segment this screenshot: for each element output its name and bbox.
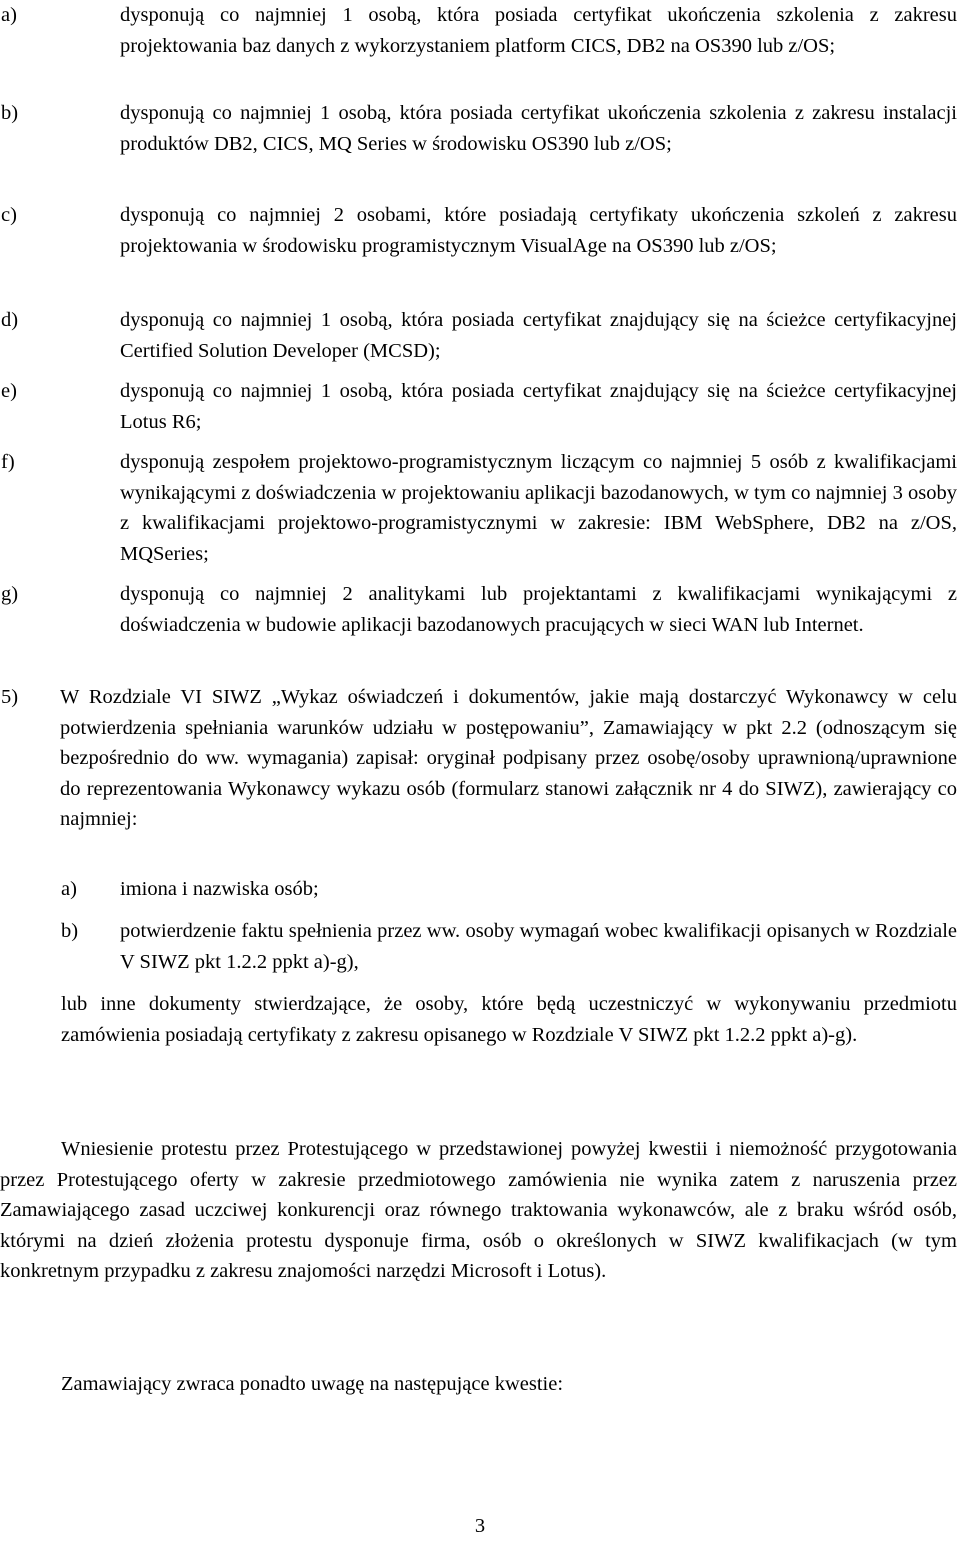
list-item-text: dysponują co najmniej 2 osobami, które posiadają certyfikaty ukończenia szkoleń z zakresu projektowania w środowisku programistycznym VisualAge na OS390 lub z/OS;: [120, 204, 957, 257]
list-item-e: [1, 376, 957, 437]
point-5-tail: lub inne dokumenty stwierdzające, że osoby, które będą uczestniczyć w wykonywaniu przedmiotu zamówienia posiadają certyfikaty z zakresu opisanego w Rozdziale V SIWZ pkt 1.2.2 ppkt a)-g).: [61, 993, 957, 1046]
list-item-text: dysponują co najmniej 1 osobą, która posiada certyfikat znajdujący się na ścieżce certyfikacyjnej Certified Solution Developer (MCSD);: [120, 309, 957, 362]
list-item-label: b): [1, 102, 19, 124]
list-item-text: dysponują co najmniej 1 osobą, która posiada certyfikat ukończenia szkolenia z zakresu instalacji produktów DB2, CICS, MQ Series w środowisku OS390 lub z/OS;: [120, 102, 957, 155]
subitem-label: b): [61, 920, 79, 942]
point-5-text: W Rozdziale VI SIWZ „Wykaz oświadczeń i dokumentów, jakie mają dostarczyć Wykonawcy w celu potwierdzenia spełniania warunków udziału w postępowaniu”, Zamawiający w pkt 2.2 (odnoszącym się bezpośrednio do ww. wymagania) zapisał: oryginał podpisany przez osobę/osoby uprawnioną/uprawnione do reprezentowania Wykonawcy wykazu osób (formularz stanowi załącznik nr 4 do SIWZ), zawierający co najmniej:: [60, 686, 957, 830]
list-item-b: [1, 98, 957, 159]
list-item-a: [1, 0, 957, 61]
list-item-f: [1, 447, 957, 569]
page-number: 3: [474, 1515, 486, 1537]
list-item-label: c): [1, 204, 17, 226]
list-item-label: d): [1, 309, 19, 331]
point-5: [1, 682, 957, 835]
list-item-g: [1, 579, 957, 640]
subitem-text: potwierdzenie faktu spełnienia przez ww. osoby wymagań wobec kwalifikacji opisanych w Rozdziale V SIWZ pkt 1.2.2 ppkt a)-g),: [120, 920, 957, 973]
list-item-label: g): [1, 583, 19, 605]
subitem-text: imiona i nazwiska osób;: [120, 878, 319, 900]
list-item-c: [1, 200, 957, 261]
paragraph-final: Zamawiający zwraca ponadto uwagę na następujące kwestie:: [61, 1373, 564, 1395]
list-item-text: dysponują co najmniej 1 osobą, która posiada certyfikat ukończenia szkolenia z zakresu projektowania baz danych z wykorzystaniem platform CICS, DB2 na OS390 lub z/OS;: [120, 4, 957, 57]
point-5-subitem-a: [61, 874, 957, 905]
paragraph-protest: Wniesienie protestu przez Protestującego w przedstawionej powyżej kwestii i niemożność przygotowania przez Protestującego oferty w zakresie przedmiotowego zamówienia nie wynika zatem z naruszenia przez Zamawiającego zasad uczciwej konkurencji oraz równego traktowania wykonawców, ale z braku wśród osób, którymi na dzień złożenia protestu dysponuje firma, osób o określonych w SIWZ kwalifikacjach (w tym konkretnym przypadku z zakresu znajomości narzędzi Microsoft i Lotus).: [0, 1138, 957, 1282]
list-item-d: [1, 305, 957, 366]
list-item-label: a): [1, 4, 17, 26]
point-5-subitem-b: [61, 916, 957, 977]
list-item-label: e): [1, 380, 17, 402]
list-item-text: dysponują co najmniej 2 analitykami lub projektantami z kwalifikacjami wynikającymi z doświadczenia w budowie aplikacji bazodanowych pracujących w sieci WAN lub Internet.: [120, 583, 957, 636]
list-item-label: f): [1, 451, 15, 473]
subitem-label: a): [61, 878, 77, 900]
list-item-text: dysponują co najmniej 1 osobą, która posiada certyfikat znajdujący się na ścieżce certyfikacyjnej Lotus R6;: [120, 380, 957, 433]
point-5-label: 5): [1, 686, 19, 708]
list-item-text: dysponują zespołem projektowo-programistycznym liczącym co najmniej 5 osób z kwalifikacjami wynikającymi z doświadczenia w projektowaniu aplikacji bazodanowych, w tym co najmniej 3 osoby z kwalifikacjami projektowo-programistycznymi w zakresie: IBM WebSphere, DB2 na z/OS, MQSeries;: [120, 451, 957, 565]
